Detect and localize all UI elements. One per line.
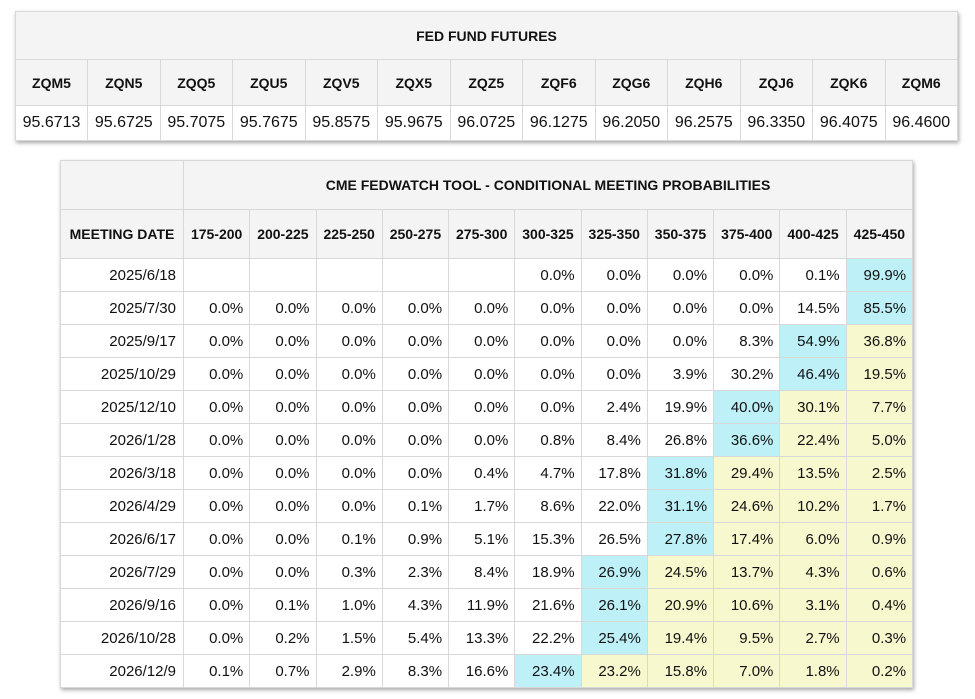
probability-cell: 54.9% <box>780 325 846 358</box>
probability-cell: 21.6% <box>515 589 581 622</box>
probability-cell: 1.7% <box>449 490 515 523</box>
probability-cell: 0.0% <box>515 391 581 424</box>
rate-range-header: 250-275 <box>382 210 448 259</box>
probability-cell: 0.0% <box>382 424 448 457</box>
probability-cell: 0.0% <box>184 490 250 523</box>
futures-price-cell: 96.2575 <box>668 106 741 141</box>
probability-cell: 3.1% <box>780 589 846 622</box>
futures-price-cell: 96.2050 <box>595 106 668 141</box>
probability-cell: 23.4% <box>515 655 581 688</box>
futures-price-cell: 96.4600 <box>885 106 958 141</box>
probability-cell: 0.1% <box>382 490 448 523</box>
futures-price-cell: 96.0725 <box>450 106 523 141</box>
probability-cell: 0.0% <box>581 358 647 391</box>
probability-cell: 18.9% <box>515 556 581 589</box>
table-row <box>61 523 913 556</box>
probability-cell <box>316 259 382 292</box>
probability-cell: 4.3% <box>382 589 448 622</box>
probability-cell: 0.0% <box>382 325 448 358</box>
probability-cell: 0.1% <box>250 589 316 622</box>
table-row <box>61 358 913 391</box>
meeting-date-cell: 2025/10/29 <box>61 358 184 391</box>
rate-range-header: 200-225 <box>250 210 316 259</box>
probability-cell: 0.0% <box>449 391 515 424</box>
rate-range-header: 325-350 <box>581 210 647 259</box>
futures-price-cell: 95.7075 <box>160 106 233 141</box>
probability-cell: 26.5% <box>581 523 647 556</box>
probability-cell: 0.0% <box>250 391 316 424</box>
probability-cell: 4.3% <box>780 556 846 589</box>
probability-cell: 0.9% <box>382 523 448 556</box>
probability-cell: 8.6% <box>515 490 581 523</box>
probability-cell <box>382 259 448 292</box>
probability-cell: 2.5% <box>846 457 912 490</box>
probability-cell: 0.0% <box>184 358 250 391</box>
probability-cell: 25.4% <box>581 622 647 655</box>
probability-cell: 0.6% <box>846 556 912 589</box>
probability-cell: 0.0% <box>184 556 250 589</box>
futures-contract-header: ZQF6 <box>523 60 596 106</box>
probability-cell: 0.0% <box>515 259 581 292</box>
probability-cell: 0.0% <box>581 292 647 325</box>
probability-cell: 36.8% <box>846 325 912 358</box>
table-row <box>61 655 913 688</box>
probability-cell: 1.7% <box>846 490 912 523</box>
meeting-date-cell: 2025/12/10 <box>61 391 184 424</box>
probability-cell: 23.2% <box>581 655 647 688</box>
table-row <box>61 325 913 358</box>
probability-cell: 31.8% <box>647 457 713 490</box>
meeting-date-cell: 2025/9/17 <box>61 325 184 358</box>
probability-cell: 36.6% <box>714 424 780 457</box>
rate-range-header: 375-400 <box>714 210 780 259</box>
probability-cell: 0.0% <box>316 391 382 424</box>
probability-cell: 0.0% <box>250 358 316 391</box>
meeting-date-header: MEETING DATE <box>61 210 184 259</box>
futures-price-cell: 95.9675 <box>378 106 451 141</box>
probability-cell: 15.8% <box>647 655 713 688</box>
probability-cell: 0.0% <box>184 424 250 457</box>
probability-cell: 0.3% <box>316 556 382 589</box>
probability-cell: 8.4% <box>581 424 647 457</box>
probability-cell: 30.1% <box>780 391 846 424</box>
probability-cell: 10.2% <box>780 490 846 523</box>
probability-cell: 1.0% <box>316 589 382 622</box>
probability-cell: 7.7% <box>846 391 912 424</box>
probability-cell: 24.5% <box>647 556 713 589</box>
probability-cell: 8.3% <box>382 655 448 688</box>
probability-cell: 13.5% <box>780 457 846 490</box>
futures-contract-header: ZQM5 <box>16 60 88 106</box>
probability-cell: 40.0% <box>714 391 780 424</box>
futures-price-cell: 96.3350 <box>740 106 813 141</box>
probability-cell: 0.0% <box>250 556 316 589</box>
probability-cell: 4.7% <box>515 457 581 490</box>
table-row <box>61 622 913 655</box>
probability-cell: 2.4% <box>581 391 647 424</box>
probability-cell: 19.9% <box>647 391 713 424</box>
probability-cell: 0.4% <box>449 457 515 490</box>
probability-cell: 0.0% <box>184 622 250 655</box>
probability-cell: 0.0% <box>316 292 382 325</box>
meeting-date-cell: 2026/12/9 <box>61 655 184 688</box>
probability-cell: 0.1% <box>780 259 846 292</box>
probability-cell: 0.0% <box>382 358 448 391</box>
probability-cell: 27.8% <box>647 523 713 556</box>
probability-cell: 26.8% <box>647 424 713 457</box>
table-corner <box>61 161 184 210</box>
probability-cell: 0.0% <box>449 358 515 391</box>
probability-cell: 2.9% <box>316 655 382 688</box>
probability-cell: 0.0% <box>250 424 316 457</box>
meeting-date-cell: 2026/7/29 <box>61 556 184 589</box>
futures-price-cell: 95.6713 <box>16 106 88 141</box>
probabilities-header-row <box>61 210 913 259</box>
probability-cell: 0.0% <box>647 292 713 325</box>
probability-cell: 30.2% <box>714 358 780 391</box>
rate-range-header: 300-325 <box>515 210 581 259</box>
probability-cell: 0.0% <box>184 523 250 556</box>
futures-price-cell: 95.8575 <box>305 106 378 141</box>
probability-cell: 16.6% <box>449 655 515 688</box>
probability-cell: 11.9% <box>449 589 515 622</box>
futures-price-cell: 95.7675 <box>233 106 306 141</box>
probability-cell: 0.0% <box>250 457 316 490</box>
futures-contract-header: ZQH6 <box>668 60 741 106</box>
table-row <box>61 589 913 622</box>
probability-cell: 0.0% <box>515 358 581 391</box>
rate-range-header: 275-300 <box>449 210 515 259</box>
futures-price-cell: 95.6725 <box>88 106 161 141</box>
probability-cell: 0.0% <box>515 325 581 358</box>
rate-range-header: 400-425 <box>780 210 846 259</box>
meeting-date-cell: 2025/6/18 <box>61 259 184 292</box>
probability-cell: 0.2% <box>846 655 912 688</box>
probability-cell: 20.9% <box>647 589 713 622</box>
futures-title: FED FUND FUTURES <box>16 12 958 60</box>
futures-price-row <box>16 106 958 141</box>
futures-contract-header: ZQZ5 <box>450 60 523 106</box>
futures-price-cell: 96.4075 <box>813 106 886 141</box>
fed-fund-futures-table <box>15 11 958 141</box>
meeting-date-cell: 2026/4/29 <box>61 490 184 523</box>
probability-cell: 8.4% <box>449 556 515 589</box>
probability-cell: 0.0% <box>316 424 382 457</box>
table-row <box>61 490 913 523</box>
probability-cell: 0.7% <box>250 655 316 688</box>
probability-cell: 1.8% <box>780 655 846 688</box>
probability-cell: 17.8% <box>581 457 647 490</box>
probability-cell: 0.3% <box>846 622 912 655</box>
rate-range-header: 425-450 <box>846 210 912 259</box>
probability-cell: 0.0% <box>382 391 448 424</box>
probability-cell: 0.0% <box>449 292 515 325</box>
rate-range-header: 350-375 <box>647 210 713 259</box>
probability-cell: 26.9% <box>581 556 647 589</box>
probability-cell: 46.4% <box>780 358 846 391</box>
meeting-date-cell: 2026/9/16 <box>61 589 184 622</box>
probability-cell: 0.0% <box>316 325 382 358</box>
probability-cell: 17.4% <box>714 523 780 556</box>
probability-cell: 5.0% <box>846 424 912 457</box>
probability-cell: 6.0% <box>780 523 846 556</box>
probability-cell: 7.0% <box>714 655 780 688</box>
futures-contract-header: ZQU5 <box>233 60 306 106</box>
probability-cell: 9.5% <box>714 622 780 655</box>
probability-cell: 24.6% <box>714 490 780 523</box>
probability-cell: 19.4% <box>647 622 713 655</box>
probability-cell: 0.0% <box>449 325 515 358</box>
meeting-date-cell: 2026/1/28 <box>61 424 184 457</box>
probability-cell: 0.0% <box>316 457 382 490</box>
probability-cell: 0.0% <box>382 292 448 325</box>
futures-contract-header: ZQK6 <box>813 60 886 106</box>
probability-cell <box>250 259 316 292</box>
probability-cell: 0.2% <box>250 622 316 655</box>
probability-cell: 0.0% <box>316 490 382 523</box>
probability-cell: 14.5% <box>780 292 846 325</box>
probability-cell: 2.3% <box>382 556 448 589</box>
futures-contract-header: ZQX5 <box>378 60 451 106</box>
probability-cell: 0.1% <box>184 655 250 688</box>
probability-cell: 0.0% <box>647 259 713 292</box>
probability-cell: 22.2% <box>515 622 581 655</box>
probability-cell: 10.6% <box>714 589 780 622</box>
table-row <box>61 292 913 325</box>
probability-cell: 0.0% <box>316 358 382 391</box>
futures-header-row <box>16 60 958 106</box>
futures-contract-header: ZQV5 <box>305 60 378 106</box>
probability-cell: 0.0% <box>184 325 250 358</box>
table-row <box>61 259 913 292</box>
probability-cell: 0.0% <box>515 292 581 325</box>
probability-cell: 22.0% <box>581 490 647 523</box>
probability-cell: 0.1% <box>316 523 382 556</box>
futures-price-cell: 96.1275 <box>523 106 596 141</box>
probability-cell: 0.0% <box>184 292 250 325</box>
probability-cell: 0.0% <box>581 325 647 358</box>
meeting-date-cell: 2026/6/17 <box>61 523 184 556</box>
meeting-date-cell: 2026/10/28 <box>61 622 184 655</box>
probability-cell: 3.9% <box>647 358 713 391</box>
futures-contract-header: ZQG6 <box>595 60 668 106</box>
probability-cell <box>184 259 250 292</box>
probability-cell: 0.0% <box>647 325 713 358</box>
probability-cell: 5.4% <box>382 622 448 655</box>
probability-cell <box>449 259 515 292</box>
probability-cell: 0.8% <box>515 424 581 457</box>
meeting-date-cell: 2026/3/18 <box>61 457 184 490</box>
probability-cell: 0.0% <box>581 259 647 292</box>
probability-cell: 0.0% <box>250 490 316 523</box>
probability-cell: 0.0% <box>714 292 780 325</box>
probability-cell: 0.0% <box>250 325 316 358</box>
probability-cell: 0.0% <box>714 259 780 292</box>
probability-cell: 29.4% <box>714 457 780 490</box>
futures-contract-header: ZQQ5 <box>160 60 233 106</box>
probability-cell: 0.0% <box>184 391 250 424</box>
table-row <box>61 424 913 457</box>
futures-contract-header: ZQJ6 <box>740 60 813 106</box>
probability-cell: 0.0% <box>250 523 316 556</box>
probability-cell: 0.0% <box>184 589 250 622</box>
probability-cell: 13.7% <box>714 556 780 589</box>
probability-cell: 0.9% <box>846 523 912 556</box>
meeting-probabilities-table <box>60 160 913 688</box>
rate-range-header: 175-200 <box>184 210 250 259</box>
meeting-date-cell: 2025/7/30 <box>61 292 184 325</box>
futures-contract-header: ZQN5 <box>88 60 161 106</box>
probability-cell: 2.7% <box>780 622 846 655</box>
probability-cell: 5.1% <box>449 523 515 556</box>
probability-cell: 0.0% <box>382 457 448 490</box>
probability-cell: 26.1% <box>581 589 647 622</box>
probability-cell: 0.0% <box>184 457 250 490</box>
table-row <box>61 391 913 424</box>
futures-contract-header: ZQM6 <box>885 60 958 106</box>
probability-cell: 85.5% <box>846 292 912 325</box>
probability-cell: 1.5% <box>316 622 382 655</box>
probability-cell: 0.0% <box>250 292 316 325</box>
probability-cell: 15.3% <box>515 523 581 556</box>
rate-range-header: 225-250 <box>316 210 382 259</box>
probability-cell: 99.9% <box>846 259 912 292</box>
probability-cell: 13.3% <box>449 622 515 655</box>
probability-cell: 0.4% <box>846 589 912 622</box>
table-row <box>61 457 913 490</box>
probabilities-title: CME FEDWATCH TOOL - CONDITIONAL MEETING PROBABILITIES <box>184 161 913 210</box>
probability-cell: 31.1% <box>647 490 713 523</box>
table-row <box>61 556 913 589</box>
probability-cell: 19.5% <box>846 358 912 391</box>
probability-cell: 0.0% <box>449 424 515 457</box>
probability-cell: 8.3% <box>714 325 780 358</box>
probability-cell: 22.4% <box>780 424 846 457</box>
